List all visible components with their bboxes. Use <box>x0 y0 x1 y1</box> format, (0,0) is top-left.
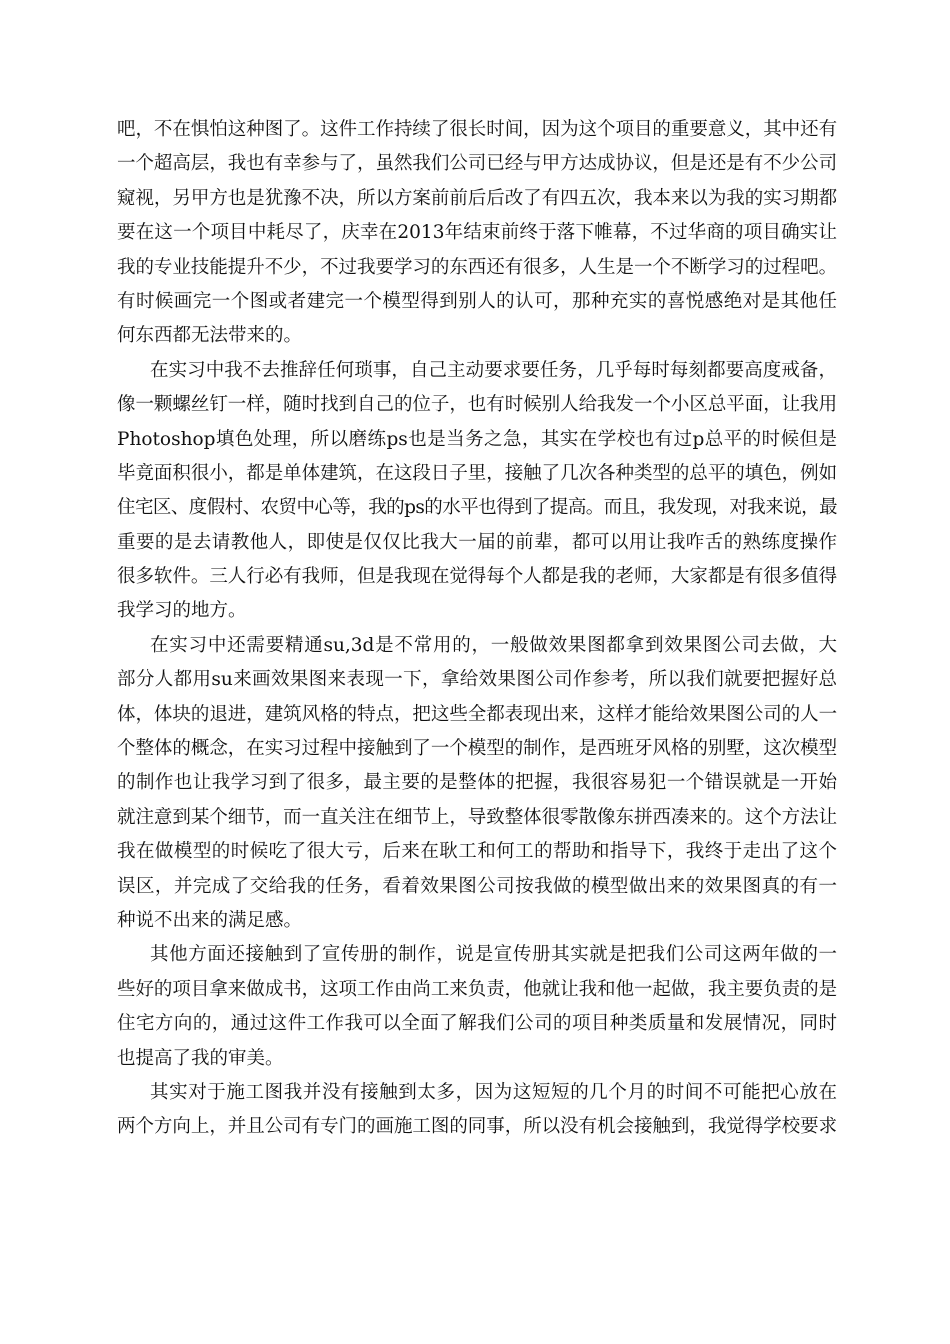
body-text-line: 像一颗螺丝钉一样，随时找到自己的位子，也有时候别人给我发一个小区总平面，让我用 <box>117 394 837 416</box>
body-text-line: 重要的是去请教他人，即使是仅仅比我大一届的前辈，都可以用让我咋舌的熟练度操作 <box>117 531 837 553</box>
body-text-line: 住宅方向的，通过这件工作我可以全面了解我们公司的项目种类质量和发展情况，同时 <box>117 1013 837 1035</box>
body-text-line: 毕竟面积很小，都是单体建筑，在这段日子里，接触了几次各种类型的总平的填色，例如 <box>117 462 837 484</box>
body-text-line: 两个方向上，并且公司有专门的画施工图的同事，所以没有机会接触到，我觉得学校要求 <box>117 1116 837 1138</box>
body-text-line: 些好的项目拿来做成书，这项工作由尚工来负责，他就让我和他一起做，我主要负责的是 <box>117 978 837 1000</box>
body-text-line: 我学习的地方。 <box>117 600 247 622</box>
paragraph-first-line: 其他方面还接触到了宣传册的制作，说是宣传册其实就是把我们公司这两年做的一 <box>150 944 837 966</box>
body-text-line: Photoshop填色处理，所以磨练ps也是当务之急，其实在学校也有过p总平的时候但是 <box>117 428 837 450</box>
body-text-line: 要在这一个项目中耗尽了，庆幸在2013年结束前终于落下帷幕，不过华商的项目确实让 <box>117 222 837 244</box>
body-text-line: 部分人都用su来画效果图来表现一下，拿给效果图公司作参考，所以我们就要把握好总 <box>117 669 837 691</box>
body-text-line: 我的专业技能提升不少，不过我要学习的东西还有很多，人生是一个不断学习的过程吧。 <box>117 256 837 278</box>
paragraph-first-line: 在实习中还需要精通su,3d是不常用的，一般做效果图都拿到效果图公司去做，大 <box>150 634 837 656</box>
body-text-line: 一个超高层，我也有幸参与了，虽然我们公司已经与甲方达成协议，但是还是有不少公司 <box>117 153 837 175</box>
document-body <box>117 113 837 1145</box>
body-text-line: 就注意到某个细节，而一直关注在细节上，导致整体很零散像东拼西凑来的。这个方法让 <box>117 806 837 828</box>
body-text-line: 体，体块的退进，建筑风格的特点，把这些全都表现出来，这样才能给效果图公司的人一 <box>117 703 837 725</box>
body-text-line: 窥视，另甲方也是犹豫不决，所以方案前前后后改了有四五次，我本来以为我的实习期都 <box>117 187 837 209</box>
paragraph-first-line: 其实对于施工图我并没有接触到太多，因为这短短的几个月的时间不可能把心放在 <box>150 1081 837 1103</box>
paragraph-first-line: 在实习中我不去推辞任何琐事，自己主动要求要任务，几乎每时每刻都要高度戒备， <box>150 359 837 381</box>
body-text-line: 也提高了我的审美。 <box>117 1047 284 1069</box>
body-text-line: 吧，不在惧怕这种图了。这件工作持续了很长时间，因为这个项目的重要意义，其中还有 <box>117 119 837 140</box>
body-text-line: 住宅区、度假村、农贸中心等，我的ps的水平也得到了提高。而且，我发现，对我来说，最 <box>117 497 837 519</box>
body-text-line: 种说不出来的满足感。 <box>117 909 303 931</box>
body-text-line: 误区，并完成了交给我的任务，看着效果图公司按我做的模型做出来的效果图真的有一 <box>117 875 837 897</box>
body-text-line: 有时候画完一个图或者建完一个模型得到别人的认可，那种充实的喜悦感绝对是其他任 <box>117 290 837 312</box>
body-text-line: 很多软件。三人行必有我师，但是我现在觉得每个人都是我的老师，大家都是有很多值得 <box>117 566 837 588</box>
body-text-line: 何东西都无法带来的。 <box>117 325 303 347</box>
body-text-line: 个整体的概念，在实习过程中接触到了一个模型的制作，是西班牙风格的别墅，这次模型 <box>117 738 837 760</box>
body-text-line: 我在做模型的时候吃了很大亏，后来在耿工和何工的帮助和指导下，我终于走出了这个 <box>117 841 837 863</box>
body-text-line: 的制作也让我学习到了很多，最主要的是整体的把握，我很容易犯一个错误就是一开始 <box>117 772 837 794</box>
